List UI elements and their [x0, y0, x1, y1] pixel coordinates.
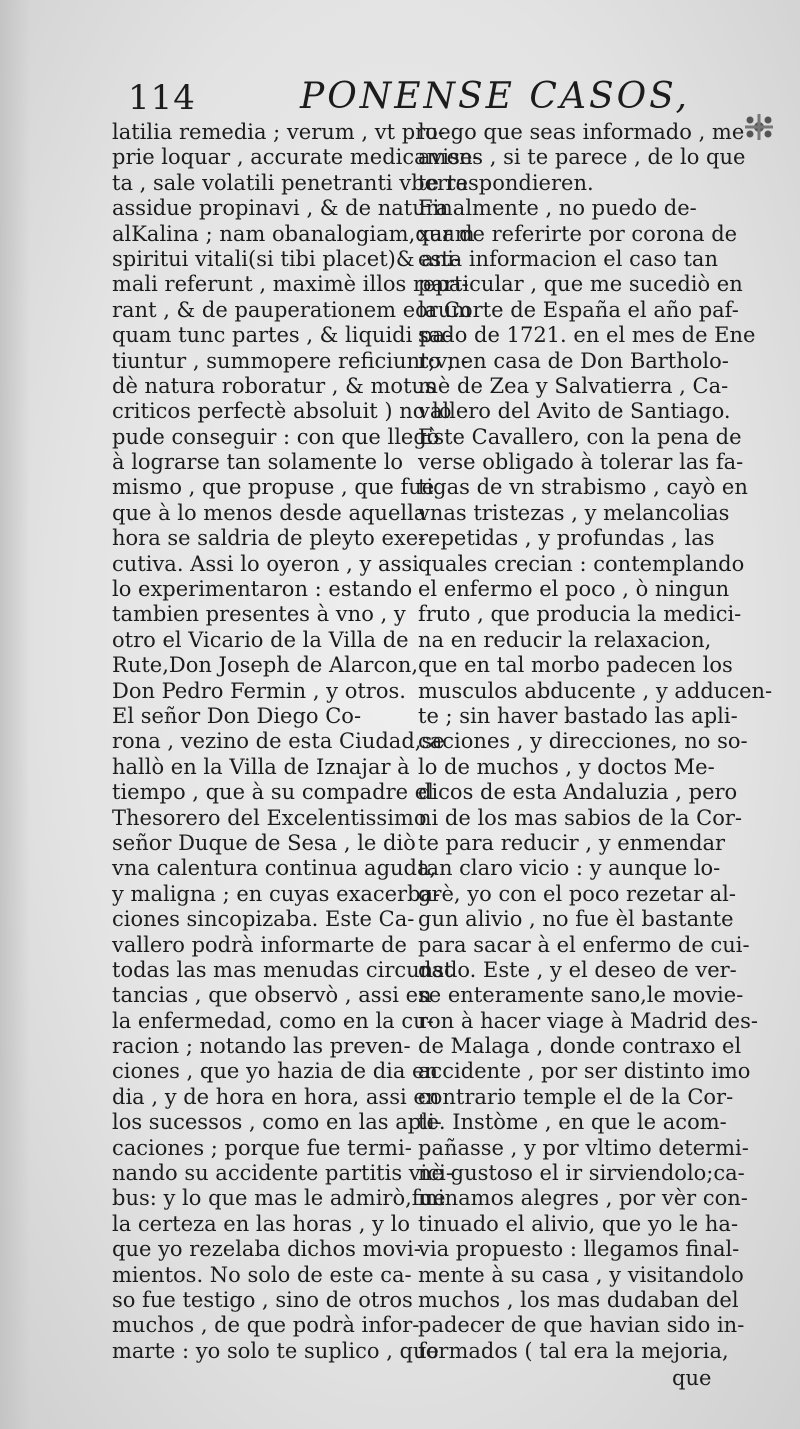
- text-line: el enfermo el poco , ò ningun: [418, 577, 730, 602]
- text-line: nè gustoso el ir sirviendolo;ca-: [418, 1161, 745, 1186]
- text-line: via propuesto : llegamos final-: [418, 1237, 740, 1262]
- text-line: pude conseguir : con que llegò: [112, 424, 440, 449]
- text-line: te respondieren.: [418, 170, 594, 195]
- text-line: lo experimentaron : estando: [112, 577, 413, 602]
- text-line: racion ; notando las preven-: [112, 1034, 411, 1059]
- text-line: lo de muchos , y doctos Me-: [418, 754, 715, 779]
- text-line: verse obligado à tolerar las fa-: [418, 450, 744, 475]
- text-line: la certeza en las horas , y lo: [112, 1211, 411, 1236]
- text-line: Thesorero del Excelentissimo: [112, 805, 427, 830]
- text-line: padecer de que havian sido in-: [418, 1313, 745, 1338]
- text-line: dè natura roboratur , & motus: [112, 373, 436, 398]
- text-line: formados ( tal era la mejoria,: [418, 1338, 729, 1363]
- text-line: vnas tristezas , y melancolias: [418, 500, 730, 525]
- binding-shadow: [0, 0, 30, 1429]
- text-line: esta informacion el caso tan: [418, 246, 718, 271]
- text-line: para sacar à el enfermo de cui-: [418, 932, 750, 957]
- text-line: spiritui vitali(si tibi placet)& ani-: [112, 246, 462, 271]
- text-line: so fue testigo , sino de otros: [112, 1287, 413, 1312]
- text-line: que en tal morbo padecen los: [418, 653, 733, 678]
- text-line: muchos , los mas dudaban del: [418, 1287, 739, 1312]
- text-line: contrario temple el de la Cor-: [418, 1084, 734, 1109]
- text-line: Finalmente , no puedo de-: [418, 196, 697, 221]
- text-line: tancias , que observò , assi en: [112, 983, 432, 1008]
- text-line: quales crecian : contemplando: [418, 551, 745, 576]
- text-line: mali referunt , maximè illos repa-: [112, 272, 469, 297]
- text-line: la enfermedad, como en la cu-: [112, 1008, 434, 1033]
- text-line: otro el Vicario de la Villa de: [112, 627, 409, 652]
- text-line: ron à hacer viage à Madrid des-: [418, 1008, 758, 1033]
- text-line: xar de referirte por corona de: [418, 221, 738, 246]
- text-line: tigas de vn strabismo , cayò en: [418, 475, 748, 500]
- text-line: Rute,Don Joseph de Alarcon,: [112, 653, 419, 678]
- page-number: 114: [128, 78, 196, 118]
- text-line: ciones , que yo hazia de dia en: [112, 1059, 439, 1084]
- text-line: pañasse , y por vltimo determi-: [418, 1135, 749, 1160]
- text-line: tiuntur , summopere reficiunt;vn-: [112, 348, 469, 373]
- text-line: vallero del Avito de Santiago.: [418, 399, 731, 424]
- left-text-column: [112, 120, 480, 1364]
- text-line: ni de los mas sabios de la Cor-: [418, 805, 743, 830]
- running-head: PONENSE CASOS,: [300, 76, 690, 117]
- text-line: Don Pedro Fermin , y otros.: [112, 678, 406, 703]
- text-line: latilia remedia ; verum , vt pro-: [112, 120, 445, 144]
- text-line: rona , vezino de esta Ciudad,se: [112, 729, 445, 754]
- text-line: musculos abducente , y adducen-: [418, 678, 773, 703]
- text-line: repetidas , y profundas , las: [418, 526, 715, 551]
- text-line: te para reducir , y enmendar: [418, 830, 726, 855]
- text-line: na en reducir la relaxacion,: [418, 627, 712, 652]
- text-line: caciones , y direcciones, no so-: [418, 729, 748, 754]
- text-line: y maligna ; en cuyas exacerba-: [112, 881, 441, 906]
- text-line: tiempo , que à su compadre el: [112, 780, 434, 805]
- text-line: marte : yo solo te suplico , que: [112, 1338, 439, 1363]
- text-line: alKalina ; nam obanalogiam,quam: [112, 221, 475, 246]
- text-line: accidente , por ser distinto imo: [418, 1059, 751, 1084]
- text-line: mente à su casa , y visitandolo: [418, 1262, 744, 1287]
- text-line: ciones sincopizaba. Este Ca-: [112, 907, 415, 932]
- text-line: mismo , que propuse , que fue: [112, 475, 435, 500]
- text-line: la Corte de España el año paf-: [418, 297, 739, 322]
- text-line: gun alivio , no fue èl bastante: [418, 907, 734, 932]
- text-line: mè de Zea y Salvatierra , Ca-: [418, 373, 729, 398]
- text-line: tan claro vicio : y aunque lo-: [418, 856, 721, 881]
- text-line: dia , y de hora en hora, assi en: [112, 1084, 440, 1109]
- text-line: de Malaga , donde contraxo el: [418, 1034, 742, 1059]
- text-line: prie loquar , accurate medicamen-: [112, 145, 480, 170]
- text-line: sado de 1721. en el mes de Ene: [418, 323, 756, 348]
- text-line: minamos alegres , por vèr con-: [418, 1186, 748, 1211]
- text-line: criticos perfectè absoluit ) no lo: [112, 399, 452, 424]
- text-line: hora se saldria de pleyto exe-: [112, 526, 426, 551]
- text-line: vna calentura continua aguda,: [112, 856, 437, 881]
- fleuron-ornament-icon: [742, 112, 776, 142]
- text-line: rant , & de pauperationem eorum: [112, 297, 472, 322]
- text-line: dicos de esta Andaluzia , pero: [418, 780, 738, 805]
- text-line: grè, yo con el poco rezetar al-: [418, 881, 736, 906]
- text-line: El señor Don Diego Co-: [112, 703, 362, 728]
- text-line: hallò en la Villa de Iznajar à: [112, 754, 410, 779]
- text-line: assidue propinavi , & de natura: [112, 196, 449, 221]
- text-line: mientos. No solo de este ca-: [112, 1262, 412, 1287]
- right-text-column: [418, 120, 773, 1364]
- text-line: señor Duque de Sesa , le diò: [112, 830, 416, 855]
- text-line: te. Instòme , en que le acom-: [418, 1110, 727, 1135]
- text-line: tambien presentes à vno , y: [112, 602, 406, 627]
- text-line: dado. Este , y el deseo de ver-: [418, 957, 737, 982]
- text-line: cutiva. Assi lo oyeron , y assi: [112, 551, 419, 576]
- text-line: caciones ; porque fue termi-: [112, 1135, 412, 1160]
- text-line: se enteramente sano,le movie-: [418, 983, 744, 1008]
- text-line: quam tunc partes , & liquidi pa-: [112, 323, 453, 348]
- text-line: Este Cavallero, con la pena de: [418, 424, 742, 449]
- catchword: que: [672, 1366, 712, 1390]
- text-line: luego que seas informado , me: [418, 120, 745, 144]
- text-line: los sucessos , como en las apli-: [112, 1110, 442, 1135]
- text-line: todas las mas menudas circunst: [112, 957, 453, 982]
- text-line: bus: y lo que mas le admirò,fue: [112, 1186, 446, 1211]
- text-line: tinuado el alivio, que yo le ha-: [418, 1211, 739, 1236]
- text-line: ta , sale volatili penetranti vberta: [112, 170, 469, 195]
- text-line: que yo rezelaba dichos movi-: [112, 1237, 421, 1262]
- text-line: muchos , de que podrà infor-: [112, 1313, 420, 1338]
- text-line: avises , si te parece , de lo que: [418, 145, 746, 170]
- text-line: que à lo menos desde aquella: [112, 500, 427, 525]
- text-line: nando su accidente partitis vici-: [112, 1161, 453, 1186]
- text-line: vallero podrà informarte de: [112, 932, 407, 957]
- text-line: fruto , que producia la medici-: [418, 602, 742, 627]
- text-line: particular , que me sucediò en: [418, 272, 743, 297]
- text-line: ro , en casa de Don Bartholo-: [418, 348, 729, 373]
- text-line: te ; sin haver bastado las apli-: [418, 703, 738, 728]
- text-line: à lograrse tan solamente lo: [112, 450, 404, 475]
